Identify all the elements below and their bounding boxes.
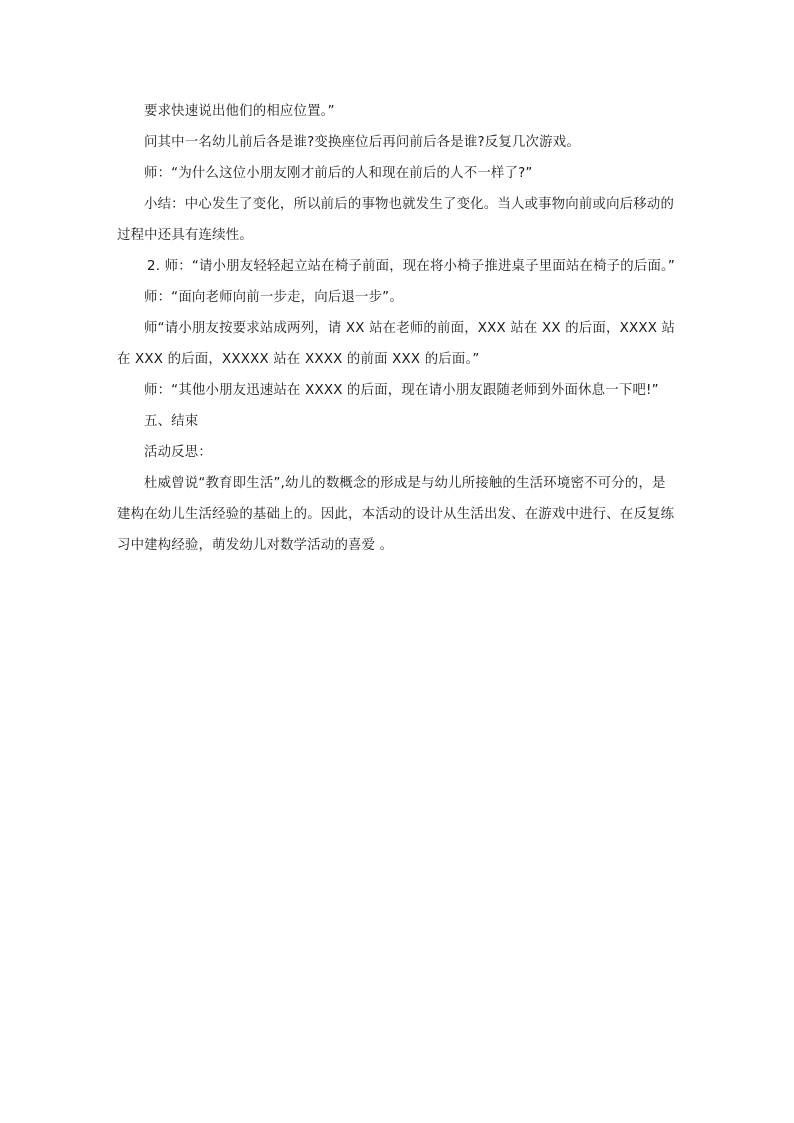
section-heading-reflection: 活动反思： — [144, 445, 212, 460]
paragraph-step-forward: 师：“面向老师向前一步走，向后退一步”。 — [144, 290, 403, 305]
paragraph-summary: 小结：中心发生了变化，所以前后的事物也就发生了变化。当人或事物向前或向后移动的过程中还具有连续性。 — [117, 197, 675, 243]
section-heading-end: 五、结束 — [144, 414, 199, 429]
document-body — [117, 96, 677, 561]
paragraph-seat-game: 问其中一名幼儿前后各是谁?变换座位后再问前后各是谁?反复几次游戏。 — [144, 135, 580, 150]
paragraph-teacher-question: 师：“为什么这位小朋友刚才前后的人和现在前后的人不一样了?” — [144, 166, 533, 181]
paragraph-step-2: 2. 师：“请小朋友轻轻起立站在椅子前面，现在将小椅子推进桌子里面站在椅子的后面。” — [147, 259, 676, 274]
paragraph-rest: 师：“其他小朋友迅速站在 XXXX 的后面，现在请小朋友跟随老师到外面休息一下吧!” — [144, 383, 659, 398]
paragraph-reflection: 杜威曾说“教育即生活”,幼儿的数概念的形成是与幼儿所接触的生活环境密不可分的，是建构在幼儿生活经验的基础上的。因此，本活动的设计从生活出发、在游戏中进行、在反复练习中建构经验，萌发幼儿对数学活动的喜爱 。 — [117, 476, 675, 553]
paragraph-two-rows: 师“请小朋友按要求站成两列，请 XX 站在老师的前面，XXX 站在 XX 的后面，XXXX 站在 XXX 的后面，XXXXX 站在 XXXX 的前面 XXX 的后面。” — [117, 321, 676, 367]
paragraph-location-request: 要求快速说出他们的相应位置。” — [144, 104, 335, 119]
